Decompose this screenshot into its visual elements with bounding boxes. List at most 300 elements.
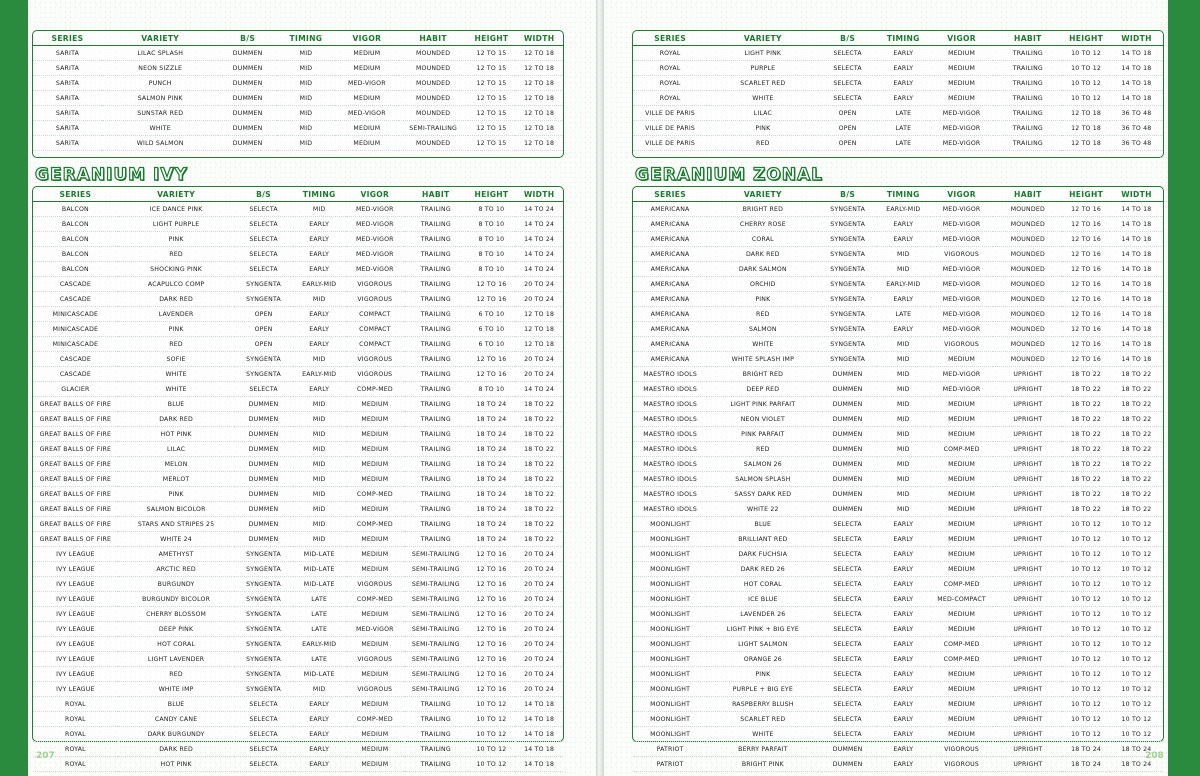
cell-series: AMERICANA [633,247,707,262]
table-row [633,697,1163,712]
cell-series: MOONLIGHT [633,562,707,577]
table-row [633,487,1163,502]
cell-vigor: VIGOROUS [346,292,404,307]
cell-variety: WHITE [707,337,818,352]
cell-timing: LATE [293,652,346,667]
cell-timing: MID [293,292,346,307]
cell-bs: DUMMEN [818,412,876,427]
table-row [33,682,563,697]
right-continuation-table-box [632,30,1164,158]
cell-variety: NEON SIZZLE [102,61,219,76]
table-row [33,247,563,262]
cell-series: VILLE DE PARIS [633,106,707,121]
cell-height: 18 TO 22 [1062,427,1110,442]
cell-height: 12 TO 18 [1062,121,1110,136]
cell-height: 12 TO 16 [1062,307,1110,322]
cell-vigor: MEDIUM [930,352,994,367]
cell-bs: SELECTA [234,247,292,262]
cell-timing: MID [293,457,346,472]
cell-vigor: MEDIUM [346,547,404,562]
cell-variety: WHITE [118,382,235,397]
cell-variety: WHITE [707,727,818,742]
cell-height: 12 TO 16 [1062,337,1110,352]
cell-bs: SYNGENTA [818,352,876,367]
cell-series: IVY LEAGUE [33,682,118,697]
cell-bs: DUMMEN [234,442,292,457]
cell-height: 18 TO 22 [1062,397,1110,412]
cell-width: 14 TO 18 [1110,322,1163,337]
cell-vigor: MEDIUM [930,712,994,727]
cell-series: MAESTRO IDOLS [633,412,707,427]
cell-width: 14 TO 18 [1110,352,1163,367]
cell-height: 10 TO 12 [1062,667,1110,682]
cell-bs: DUMMEN [234,427,292,442]
cell-habit: SEMI-TRAILING [404,577,468,592]
cell-bs: SYNGENTA [234,292,292,307]
cell-timing: MID-LATE [293,547,346,562]
cell-variety: SALMON PINK [102,91,219,106]
cell-variety: LIGHT PINK [707,46,818,61]
cell-height: 12 TO 16 [1062,247,1110,262]
cell-height: 12 TO 16 [468,682,516,697]
table-header-row [633,31,1163,46]
cell-width: 14 TO 18 [1110,292,1163,307]
cell-series: AMERICANA [633,217,707,232]
cell-variety: PINK [707,292,818,307]
cell-bs: SELECTA [818,607,876,622]
cell-series: SARITA [33,76,102,91]
cell-vigor: MEDIUM [930,727,994,742]
cell-habit: TRAILING [404,217,468,232]
cell-height: 10 TO 12 [1062,727,1110,742]
cell-series: IVY LEAGUE [33,562,118,577]
cell-variety: LILAC SPLASH [102,46,219,61]
table-row [633,202,1163,217]
table-row [33,622,563,637]
cell-width: 18 TO 22 [1110,397,1163,412]
cell-series: CASCADE [33,277,118,292]
cell-timing: MID [293,352,346,367]
cell-vigor: MED-VIGOR [930,262,994,277]
cell-habit: TRAILING [404,277,468,292]
cell-variety: ARCTIC RED [118,562,235,577]
cell-series: MOONLIGHT [633,607,707,622]
cell-bs: DUMMEN [818,427,876,442]
cell-width: 14 TO 18 [515,712,563,727]
cell-timing: MID [277,106,335,121]
cell-width: 10 TO 12 [1110,727,1163,742]
cell-series: SARITA [33,136,102,151]
cell-width: 10 TO 12 [1110,652,1163,667]
cell-height: 12 TO 16 [1062,352,1110,367]
cell-bs: SELECTA [818,532,876,547]
cell-bs: SELECTA [818,577,876,592]
geranium-zonal-table [633,187,1163,772]
cell-vigor: VIGOROUS [930,337,994,352]
cell-variety: BLUE [118,697,235,712]
column-header-variety: VARIETY [157,189,196,199]
cell-vigor: COMPACT [346,322,404,337]
cell-timing: EARLY-MID [877,277,930,292]
cell-timing: EARLY [293,247,346,262]
cell-height: 10 TO 12 [468,727,516,742]
cell-width: 18 TO 24 [1110,742,1163,757]
cell-habit: MOUNDED [993,262,1062,277]
cell-variety: DEEP RED [707,382,818,397]
cell-timing: LATE [877,136,930,151]
geranium-ivy-table [33,187,563,772]
cell-timing: MID [877,457,930,472]
cell-bs: OPEN [234,322,292,337]
cell-vigor: MED-VIGOR [930,202,994,217]
cell-vigor: COMPACT [346,337,404,352]
cell-vigor: MEDIUM [346,607,404,622]
cell-bs: DUMMEN [234,487,292,502]
cell-habit: TRAILING [404,367,468,382]
cell-vigor: MEDIUM [930,61,994,76]
cell-timing: EARLY-MID [293,277,346,292]
cell-variety: HOT PINK [118,757,235,772]
cell-width: 12 TO 18 [515,106,563,121]
column-header-height: HEIGHT [1069,189,1104,199]
cell-variety: RED [118,667,235,682]
cell-series: MAESTRO IDOLS [633,442,707,457]
cell-habit: UPRIGHT [993,532,1062,547]
cell-timing: MID-LATE [293,577,346,592]
cell-vigor: MEDIUM [335,136,399,151]
cell-variety: WHITE [118,367,235,382]
cell-series: BALCON [33,202,118,217]
column-header-series: SERIES [59,189,92,199]
cell-height: 18 TO 24 [468,472,516,487]
cell-series: MOONLIGHT [633,727,707,742]
table-row [33,592,563,607]
cell-vigor: MED-COMPACT [930,592,994,607]
cell-bs: SELECTA [818,76,876,91]
cell-habit: UPRIGHT [993,562,1062,577]
table-row [33,667,563,682]
cell-bs: SELECTA [818,727,876,742]
cell-timing: EARLY [877,232,930,247]
cell-habit: TRAILING [993,106,1062,121]
cell-bs: SYNGENTA [818,322,876,337]
cell-series: CASCADE [33,352,118,367]
table-row [633,91,1163,106]
cell-series: BALCON [33,247,118,262]
cell-variety: NEON VIOLET [707,412,818,427]
cell-habit: SEMI-TRAILING [404,562,468,577]
cell-habit: UPRIGHT [993,442,1062,457]
cell-height: 10 TO 12 [468,742,516,757]
cell-timing: LATE [293,607,346,622]
cell-series: AMERICANA [633,322,707,337]
cell-series: MOONLIGHT [633,682,707,697]
cell-bs: SELECTA [818,517,876,532]
page-edge-right [1168,0,1200,776]
column-header-height: HEIGHT [474,33,509,43]
column-header-variety: VARIETY [141,33,180,43]
cell-habit: MOUNDED [993,352,1062,367]
cell-habit: SEMI-TRAILING [404,667,468,682]
cell-vigor: MEDIUM [930,76,994,91]
cell-timing: EARLY [293,322,346,337]
cell-height: 12 TO 16 [1062,262,1110,277]
cell-height: 12 TO 16 [1062,232,1110,247]
cell-width: 12 TO 18 [515,61,563,76]
cell-width: 20 TO 24 [515,682,563,697]
cell-timing: MID [877,397,930,412]
cell-vigor: MEDIUM [346,442,404,457]
cell-variety: PURPLE [707,61,818,76]
cell-width: 20 TO 24 [515,562,563,577]
table-row [33,106,563,121]
cell-timing: MID-LATE [293,667,346,682]
left-continuation-table [33,31,563,151]
cell-width: 14 TO 18 [1110,217,1163,232]
cell-timing: MID-LATE [293,562,346,577]
cell-width: 20 TO 24 [515,607,563,622]
cell-timing: MID [877,502,930,517]
cell-timing: MID [277,61,335,76]
cell-height: 10 TO 12 [1062,652,1110,667]
cell-height: 12 TO 16 [468,562,516,577]
table-row [633,121,1163,136]
cell-habit: TRAILING [993,61,1062,76]
table-row [633,637,1163,652]
cell-bs: SELECTA [234,757,292,772]
cell-timing: EARLY [877,682,930,697]
cell-timing: EARLY [877,517,930,532]
cell-bs: SYNGENTA [818,202,876,217]
cell-habit: TRAILING [404,532,468,547]
cell-bs: SELECTA [818,547,876,562]
cell-height: 12 TO 15 [468,76,516,91]
cell-height: 10 TO 12 [1062,637,1110,652]
cell-habit: SEMI-TRAILING [399,121,468,136]
table-row [33,712,563,727]
cell-width: 14 TO 18 [1110,307,1163,322]
cell-width: 18 TO 24 [1110,757,1163,772]
cell-height: 12 TO 16 [468,667,516,682]
cell-timing: EARLY [877,727,930,742]
cell-vigor: MED-VIGOR [930,277,994,292]
column-header-width: WIDTH [523,33,555,43]
cell-variety: WHITE 24 [118,532,235,547]
cell-bs: DUMMEN [234,517,292,532]
cell-series: IVY LEAGUE [33,577,118,592]
cell-width: 18 TO 22 [515,487,563,502]
cell-timing: EARLY [877,742,930,757]
cell-series: GREAT BALLS OF FIRE [33,397,118,412]
table-row [633,322,1163,337]
column-header-width: WIDTH [1121,189,1152,199]
cell-bs: DUMMEN [818,472,876,487]
cell-height: 12 TO 16 [1062,292,1110,307]
geranium-zonal-title: GERANIUM ZONAL [635,165,824,185]
cell-variety: MELON [118,457,235,472]
cell-variety: ORCHID [707,277,818,292]
cell-height: 18 TO 24 [468,457,516,472]
table-row [633,412,1163,427]
cell-bs: SELECTA [234,232,292,247]
cell-habit: UPRIGHT [993,577,1062,592]
cell-habit: TRAILING [404,427,468,442]
cell-height: 12 TO 16 [468,367,516,382]
cell-vigor: MEDIUM [930,667,994,682]
cell-height: 10 TO 12 [1062,697,1110,712]
cell-vigor: VIGOROUS [346,277,404,292]
cell-variety: PINK [118,232,235,247]
table-row [33,472,563,487]
cell-habit: TRAILING [993,76,1062,91]
cell-variety: DEEP PINK [118,622,235,637]
cell-width: 20 TO 24 [515,592,563,607]
cell-timing: EARLY [877,91,930,106]
column-header-timing: TIMING [302,189,336,199]
cell-series: ROYAL [33,727,118,742]
cell-height: 18 TO 22 [1062,502,1110,517]
column-header-bs: B/S [240,33,256,43]
cell-habit: UPRIGHT [993,487,1062,502]
cell-series: AMERICANA [633,202,707,217]
cell-width: 18 TO 22 [1110,367,1163,382]
cell-series: BALCON [33,262,118,277]
table-row [633,757,1163,772]
cell-variety: DARK FUCHSIA [707,547,818,562]
cell-variety: AMETHYST [118,547,235,562]
cell-variety: PURPLE + BIG EYE [707,682,818,697]
cell-height: 18 TO 22 [1062,412,1110,427]
cell-variety: CORAL [707,232,818,247]
cell-bs: DUMMEN [218,106,276,121]
cell-vigor: MEDIUM [930,427,994,442]
cell-bs: SELECTA [234,742,292,757]
cell-series: ROYAL [33,712,118,727]
cell-variety: CANDY CANE [118,712,235,727]
cell-height: 12 TO 15 [468,61,516,76]
cell-timing: MID [293,487,346,502]
column-header-habit: HABIT [419,33,447,43]
cell-height: 18 TO 24 [468,427,516,442]
cell-bs: DUMMEN [234,532,292,547]
cell-width: 20 TO 24 [515,367,563,382]
column-header-width: WIDTH [1121,33,1152,43]
cell-height: 10 TO 12 [1062,517,1110,532]
cell-series: IVY LEAGUE [33,667,118,682]
cell-series: BALCON [33,217,118,232]
column-header-vigor: VIGOR [947,189,976,199]
cell-vigor: MED-VIGOR [346,247,404,262]
cell-habit: TRAILING [993,91,1062,106]
cell-variety: BRIGHT RED [707,367,818,382]
cell-height: 18 TO 22 [1062,472,1110,487]
cell-bs: SYNGENTA [818,277,876,292]
cell-variety: PINK [707,121,818,136]
table-row [33,121,563,136]
cell-habit: UPRIGHT [993,397,1062,412]
table-row [633,232,1163,247]
cell-habit: TRAILING [404,742,468,757]
cell-variety: LAVENDER [118,307,235,322]
cell-timing: EARLY [877,757,930,772]
cell-width: 20 TO 24 [515,622,563,637]
cell-habit: TRAILING [404,232,468,247]
cell-height: 18 TO 24 [468,487,516,502]
cell-height: 12 TO 15 [468,121,516,136]
cell-width: 10 TO 12 [1110,637,1163,652]
cell-vigor: MEDIUM [346,562,404,577]
table-row [33,307,563,322]
cell-timing: MID [293,427,346,442]
cell-variety: WHITE SPLASH IMP [707,352,818,367]
cell-width: 10 TO 12 [1110,547,1163,562]
cell-bs: DUMMEN [818,757,876,772]
cell-variety: DARK RED 26 [707,562,818,577]
column-header-timing: TIMING [886,189,920,199]
cell-width: 10 TO 12 [1110,697,1163,712]
cell-timing: EARLY [293,307,346,322]
cell-habit: UPRIGHT [993,517,1062,532]
cell-series: SARITA [33,106,102,121]
table-row [633,247,1163,262]
cell-bs: SYNGENTA [234,667,292,682]
cell-vigor: COMP-MED [930,442,994,457]
cell-width: 10 TO 12 [1110,577,1163,592]
table-row [633,397,1163,412]
cell-vigor: MEDIUM [930,502,994,517]
cell-bs: SELECTA [234,712,292,727]
cell-series: IVY LEAGUE [33,547,118,562]
cell-variety: SALMON 26 [707,457,818,472]
cell-width: 14 TO 18 [515,757,563,772]
cell-habit: UPRIGHT [993,757,1062,772]
cell-height: 12 TO 16 [1062,277,1110,292]
cell-bs: SELECTA [234,262,292,277]
cell-vigor: MED-VIGOR [346,262,404,277]
table-row [633,547,1163,562]
table-row [33,61,563,76]
table-row [633,277,1163,292]
cell-vigor: MEDIUM [930,517,994,532]
cell-habit: TRAILING [404,697,468,712]
table-row [33,577,563,592]
table-row [633,76,1163,91]
cell-habit: UPRIGHT [993,472,1062,487]
table-row [33,757,563,772]
cell-habit: UPRIGHT [993,382,1062,397]
table-row [33,217,563,232]
cell-series: MINICASCADE [33,337,118,352]
column-header-vigor: VIGOR [352,33,382,43]
cell-habit: TRAILING [404,727,468,742]
cell-habit: TRAILING [404,397,468,412]
cell-bs: SYNGENTA [234,352,292,367]
cell-timing: EARLY [877,322,930,337]
cell-timing: EARLY [293,262,346,277]
cell-series: GREAT BALLS OF FIRE [33,532,118,547]
cell-series: MAESTRO IDOLS [633,502,707,517]
cell-vigor: MEDIUM [930,412,994,427]
cell-width: 18 TO 22 [515,472,563,487]
cell-height: 10 TO 12 [1062,91,1110,106]
cell-habit: UPRIGHT [993,637,1062,652]
cell-variety: SHOCKING PINK [118,262,235,277]
cell-series: MAESTRO IDOLS [633,472,707,487]
cell-width: 14 TO 18 [515,697,563,712]
table-row [33,46,563,61]
cell-variety: BLUE [707,517,818,532]
cell-height: 12 TO 16 [468,352,516,367]
